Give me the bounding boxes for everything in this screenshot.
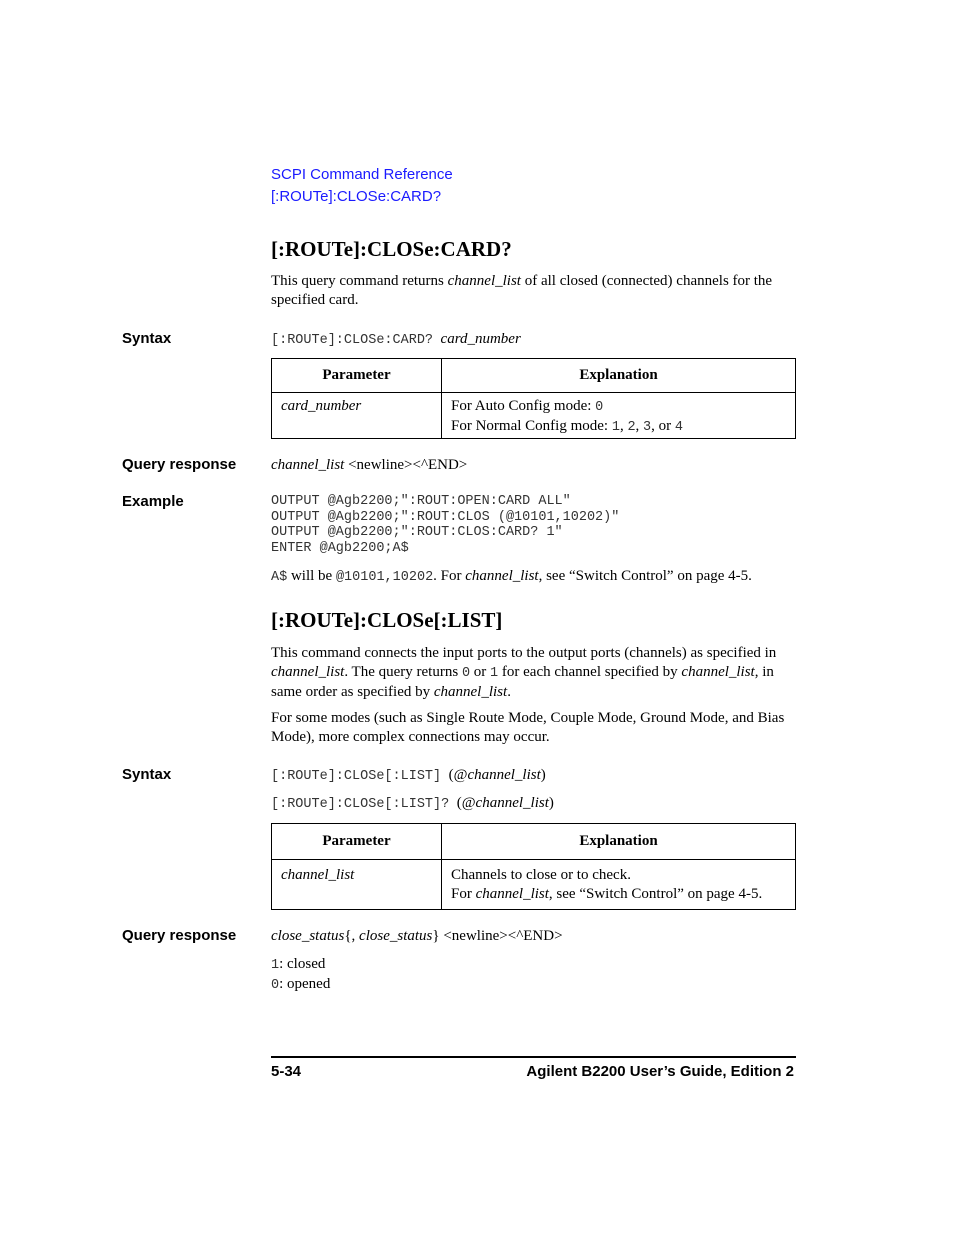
query-response-line: close_status{, close_status} <newline><^END>	[271, 928, 563, 944]
syntax-line-set: [:ROUTe]:CLOSe[:LIST] (@channel_list)	[271, 767, 546, 784]
syntax-label: Syntax	[122, 330, 172, 347]
table-header-explanation: Explanation	[442, 824, 796, 860]
close-status-values	[271, 955, 796, 995]
table-cell-parameter: card_number	[272, 393, 442, 439]
table-header-explanation: Explanation	[442, 359, 796, 393]
example-code-line: OUTPUT @Agb2200;":ROUT:CLOS (@10101,10202)"	[271, 509, 620, 525]
query-response-label: Query response	[122, 456, 237, 473]
query-response-label: Query response	[122, 927, 237, 944]
example-label: Example	[122, 493, 184, 510]
query-response-line: channel_list <newline><^END>	[271, 457, 468, 473]
section-title-close-card: [:ROUTe]:CLOSe:CARD?	[271, 237, 512, 261]
example-code-line: OUTPUT @Agb2200;":ROUT:CLOS:CARD? 1"	[271, 525, 563, 540]
example-code-line: ENTER @Agb2200;A$	[271, 540, 409, 556]
footer-rule	[271, 1056, 796, 1058]
syntax-label: Syntax	[122, 766, 172, 783]
syntax-line: [:ROUTe]:CLOSe:CARD? card_number	[271, 331, 521, 348]
breadcrumb-section[interactable]: SCPI Command Reference	[271, 166, 453, 183]
breadcrumb-command[interactable]: [:ROUTe]:CLOSe:CARD?	[271, 188, 442, 205]
syntax-line-query: [:ROUTe]:CLOSe[:LIST]? (@channel_list)	[271, 795, 554, 812]
page-number: 5-34	[271, 1063, 302, 1080]
table-cell-explanation: Channels to close or to check. For channel_list, see “Switch Control” on page 4-5.	[442, 860, 796, 910]
section1-description: This query command returns channel_list of all closed (connected) channels for the specified card.	[271, 273, 773, 308]
table-cell-parameter: channel_list	[272, 860, 442, 910]
parameter-table-card	[271, 358, 796, 439]
example-note: A$ will be @10101,10202. For channel_list, see “Switch Control” on page 4-5.	[271, 568, 752, 585]
table-header-parameter: Parameter	[272, 359, 442, 393]
status-opened: 0: opened	[271, 976, 331, 993]
section-title-close-list: [:ROUTe]:CLOSe[:LIST]	[271, 608, 503, 632]
table-cell-explanation: For Auto Config mode: 0 For Normal Config mode: 1, 2, 3, or 4	[442, 393, 796, 439]
example-code-line: OUTPUT @Agb2200;":ROUT:OPEN:CARD ALL"	[271, 494, 571, 509]
guide-title: Agilent B2200 User’s Guide, Edition 2	[526, 1063, 794, 1080]
section2-description: This command connects the input ports to the output ports (channels) as specified in channel_list. The query returns 0 or 1 for each channel specified by channel_list, in same order as specified by channel_list.	[271, 645, 777, 700]
status-closed: 1: closed	[271, 956, 326, 973]
example-code-block	[271, 494, 796, 556]
section2-modes-note: For some modes (such as Single Route Mode, Couple Mode, Ground Mode, and Bias Mode), more complex connections may occur.	[271, 710, 785, 745]
parameter-table-list	[271, 823, 796, 910]
table-header-parameter: Parameter	[272, 824, 442, 860]
